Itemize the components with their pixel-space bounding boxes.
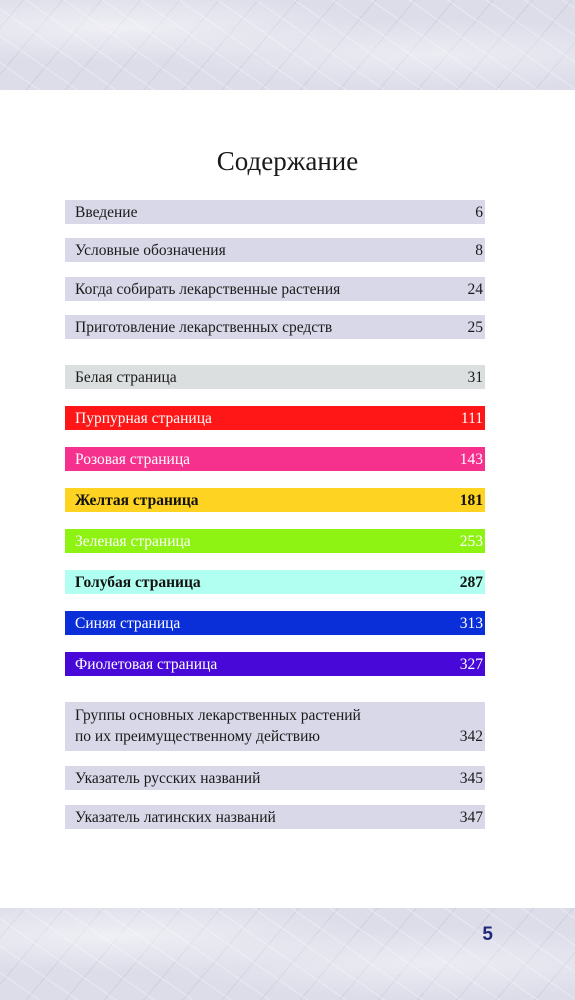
toc-row-blue-page[interactable] [65, 611, 485, 635]
toc-page-number: 342 [459, 728, 483, 745]
page-title: Содержание [216, 146, 359, 176]
toc-row-introduction[interactable] [65, 200, 485, 224]
toc-row-violet-page[interactable] [65, 652, 485, 676]
toc-label: Пурпурная страница [75, 409, 212, 427]
toc-row-yellow-page[interactable] [65, 488, 485, 512]
toc-label: Желтая страница [75, 491, 199, 509]
toc-page-number: 6 [475, 203, 483, 221]
toc-page-number: 347 [459, 808, 483, 826]
toc-row-latin-index[interactable] [65, 805, 485, 829]
toc-page-number: 31 [467, 368, 483, 386]
toc-row-preparation[interactable] [65, 315, 485, 339]
toc-label-line: Группы основных лекарственных растений [75, 707, 361, 724]
toc-label: Розовая страница [75, 450, 191, 468]
toc-page-number: 181 [459, 491, 483, 509]
toc-row-pink-page[interactable] [65, 447, 485, 471]
toc-page-number: 143 [459, 450, 483, 468]
toc-label-line: по их преимущественному действию [75, 728, 320, 745]
toc-page-number: 327 [459, 655, 483, 673]
page-number: 5 [482, 924, 493, 945]
toc-row-green-page[interactable] [65, 529, 485, 553]
toc-row-plant-groups[interactable] [65, 702, 485, 751]
toc-row-purple-page[interactable] [65, 406, 485, 430]
toc-label: Голубая страница [75, 573, 201, 591]
toc-page-number: 25 [467, 318, 483, 336]
toc-label: Приготовление лекарственных средств [75, 318, 333, 336]
toc-label: Зеленая страница [75, 532, 191, 550]
toc-label: Условные обозначения [75, 241, 226, 259]
toc-label: Синяя страница [75, 614, 181, 632]
toc-row-legend[interactable] [65, 238, 485, 262]
decorative-leaf-band-bottom [0, 908, 575, 1000]
toc-row-white-page[interactable] [65, 365, 485, 389]
toc-row-russian-index[interactable] [65, 766, 485, 790]
toc-page-number: 253 [459, 532, 483, 550]
toc-label: Белая страница [75, 368, 177, 386]
toc-label-multiline [75, 705, 361, 747]
toc-label: Указатель латинских названий [75, 808, 276, 826]
toc-label: Введение [75, 203, 138, 221]
toc-page-number: 345 [459, 769, 483, 787]
toc-page-number: 24 [467, 280, 483, 298]
toc-row-light-blue-page[interactable] [65, 570, 485, 594]
decorative-leaf-band-top [0, 0, 575, 90]
toc-label: Указатель русских названий [75, 769, 261, 787]
toc-page-number: 111 [460, 409, 483, 427]
toc-label: Когда собирать лекарственные растения [75, 280, 341, 298]
toc-row-harvesting[interactable] [65, 277, 485, 301]
toc-label: Фиолетовая страница [75, 655, 218, 673]
toc-page-number: 8 [475, 241, 483, 259]
toc-page-number: 313 [459, 614, 483, 632]
toc-page-number: 287 [459, 573, 483, 591]
